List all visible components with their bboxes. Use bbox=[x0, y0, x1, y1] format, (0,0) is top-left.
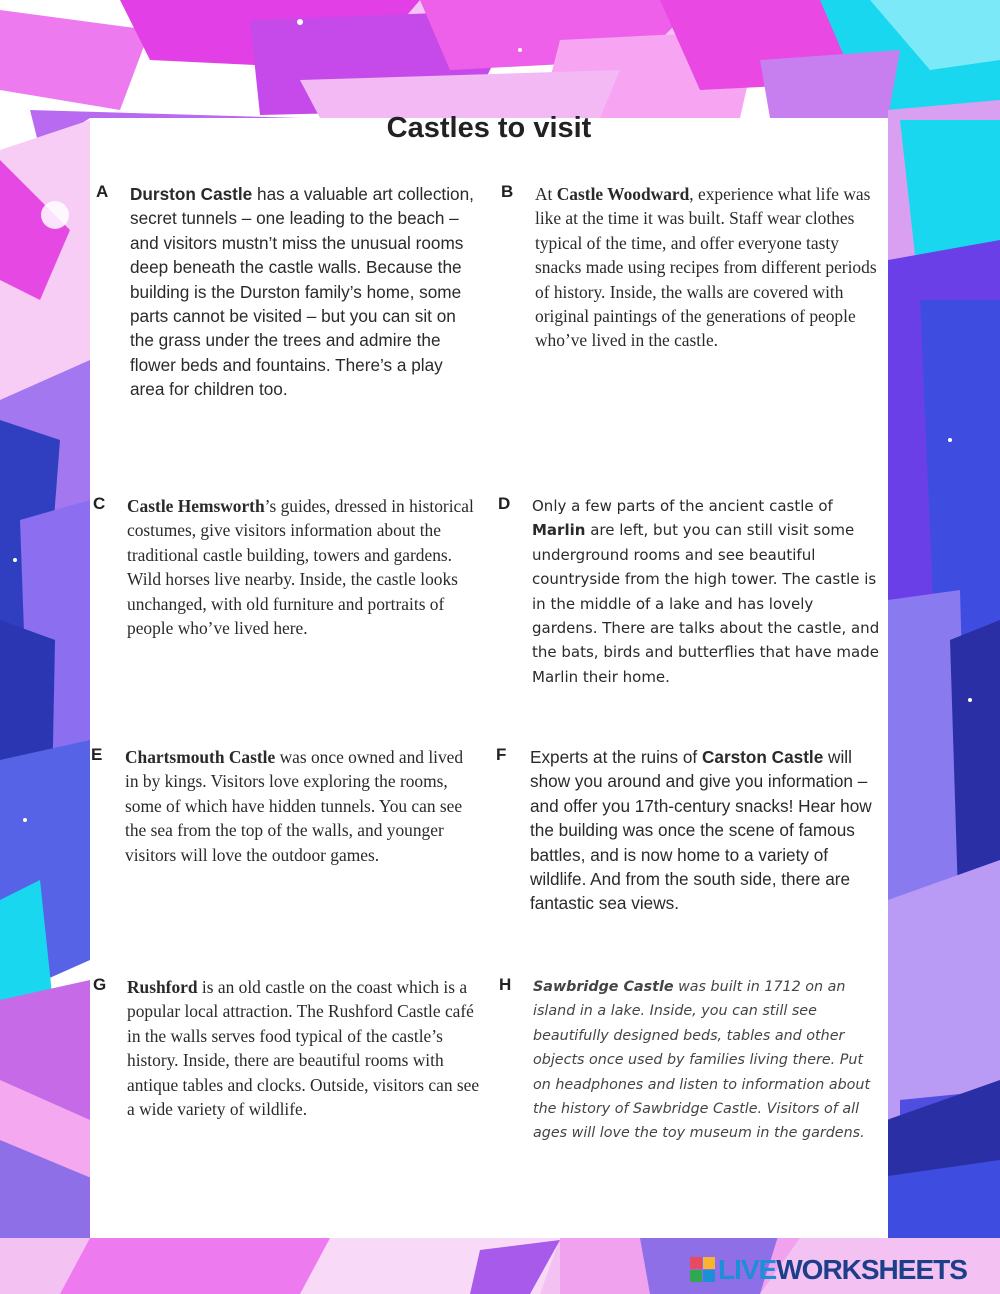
entry-letter: F bbox=[496, 745, 507, 764]
entry-letter: D bbox=[498, 494, 511, 513]
page-title: Castles to visit bbox=[386, 112, 592, 144]
entry-letter: G bbox=[93, 975, 107, 994]
castle-entry-d bbox=[498, 494, 882, 689]
entry-prefix: At bbox=[535, 184, 557, 204]
entry-description: will show you around and give you information – and offer you 17th-century snacks! Hear how the building was once the scene of famous battles, and is now home to a variety of wildlife. And from the south side, there are fantastic sea views. bbox=[530, 747, 872, 914]
liveworksheets-logo bbox=[690, 1252, 967, 1288]
entry-description: has a valuable art collection, secret tunnels – one leading to the beach – and visitors mustn’t miss the unusual rooms deep beneath the castle walls. Because the building is the Durston family’s home, some parts cannot be visited – but you can sit on the grass under the trees and admire the flower beds and fountains. There’s a play area for children too. bbox=[130, 184, 474, 400]
castle-entry-c bbox=[93, 494, 479, 640]
castle-name: Chartsmouth Castle bbox=[125, 747, 276, 767]
castle-entry-f bbox=[496, 745, 888, 916]
entry-description: ’s guides, dressed in historical costumes, give visitors information about the traditional castle building, towers and gardens. Wild horses live nearby. Inside, the castle looks unchanged, with old furniture and portraits of people who’ve lived here. bbox=[127, 496, 474, 639]
entry-letter: A bbox=[96, 182, 109, 201]
entry-text bbox=[533, 975, 885, 1146]
castle-name: Durston Castle bbox=[130, 184, 253, 204]
entry-text bbox=[127, 975, 482, 1121]
castle-entry-h bbox=[499, 975, 885, 1146]
castle-name: Rushford bbox=[127, 977, 198, 997]
entry-text bbox=[532, 494, 882, 689]
castle-entry-b bbox=[501, 182, 887, 353]
entry-prefix: Experts at the ruins of bbox=[530, 747, 702, 767]
castle-name: Castle Woodward bbox=[556, 184, 690, 204]
entry-description: are left, but you can still visit some underground rooms and see beautiful countryside from the high tower. The castle is in the middle of a lake and has lovely gardens. There are talks about the castle, and the bats, birds and butterflies that have made Marlin their home. bbox=[532, 521, 880, 686]
entry-letter: H bbox=[499, 975, 512, 994]
liveworksheets-wordmark: LIVEWORKSHEETS bbox=[718, 1254, 967, 1285]
entry-description: , experience what life was like at the time it was built. Staff wear clothes typical of the time, and offer everyone tasty snacks made using recipes from different periods of history. Inside, the walls are covered with original paintings of the generations of people who’ve lived in the castle. bbox=[535, 184, 877, 351]
entry-letter: E bbox=[91, 745, 103, 764]
castle-name: Carston Castle bbox=[701, 747, 824, 767]
entry-text bbox=[127, 494, 479, 640]
liveworksheets-icon bbox=[690, 1257, 716, 1283]
castle-entry-g bbox=[93, 975, 482, 1121]
entry-text bbox=[125, 745, 473, 867]
castle-name: Marlin bbox=[532, 521, 586, 540]
entry-description: is an old castle on the coast which is a popular local attraction. The Rushford Castle café in the walls serves food typical of the castle’s history. Inside, there are beautiful rooms with antique tables and clocks. Outside, visitors can see a wide variety of wildlife. bbox=[127, 977, 480, 1120]
entry-text bbox=[535, 182, 887, 353]
entry-description: was once owned and lived in by kings. Visitors love exploring the rooms, some of which have hidden tunnels. You can see the sea from the top of the walls, and younger visitors will love the outdoor games. bbox=[125, 747, 464, 865]
castle-name: Sawbridge Castle bbox=[533, 979, 674, 995]
castle-entry-a bbox=[96, 182, 480, 402]
entry-prefix: Only a few parts of the ancient castle of bbox=[532, 497, 833, 515]
entry-letter: C bbox=[93, 494, 106, 513]
castle-entry-e bbox=[91, 745, 473, 867]
castle-name: Castle Hemsworth bbox=[127, 496, 265, 516]
entry-text bbox=[530, 745, 888, 916]
entry-text bbox=[130, 182, 480, 402]
entry-letter: B bbox=[501, 182, 514, 201]
entry-description: was built in 1712 on an island in a lake. Inside, you can still see beautifully designed beds, tables and other objects once used by families living there. Put on headphones and listen to information about the history of Sawbridge Castle. Visitors of all ages will love the toy museum in the gardens. bbox=[533, 979, 871, 1142]
